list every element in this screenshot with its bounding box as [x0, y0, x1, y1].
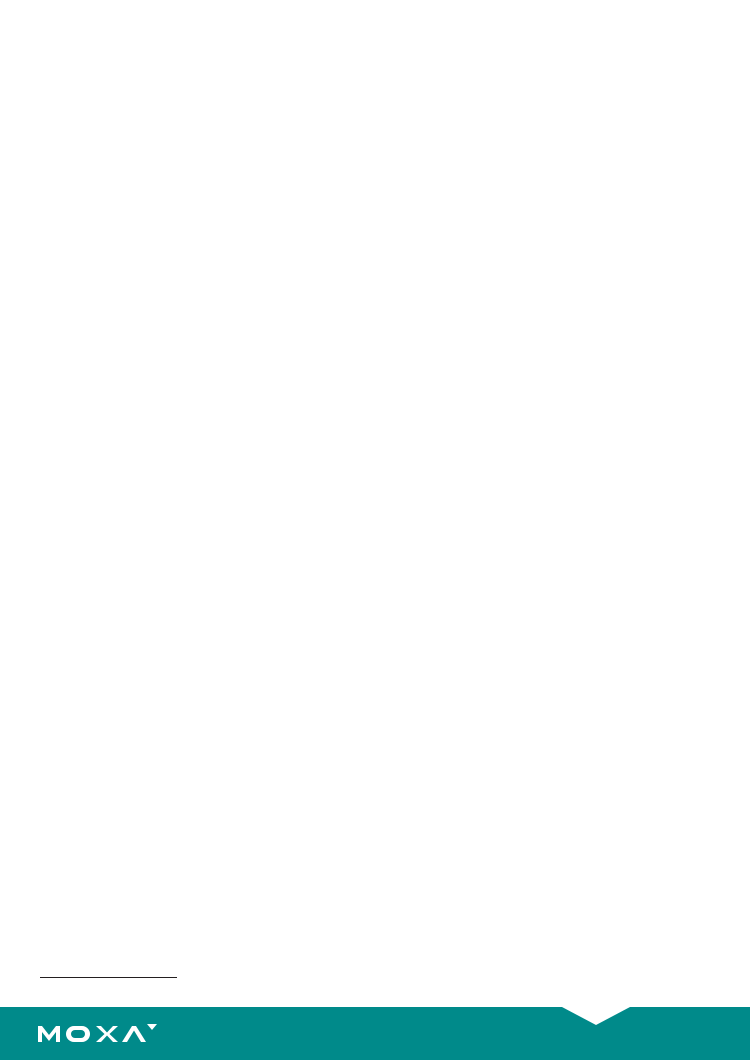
footnote-divider [40, 977, 177, 978]
moxa-logo [36, 1020, 161, 1051]
footer-notch [562, 1007, 630, 1025]
